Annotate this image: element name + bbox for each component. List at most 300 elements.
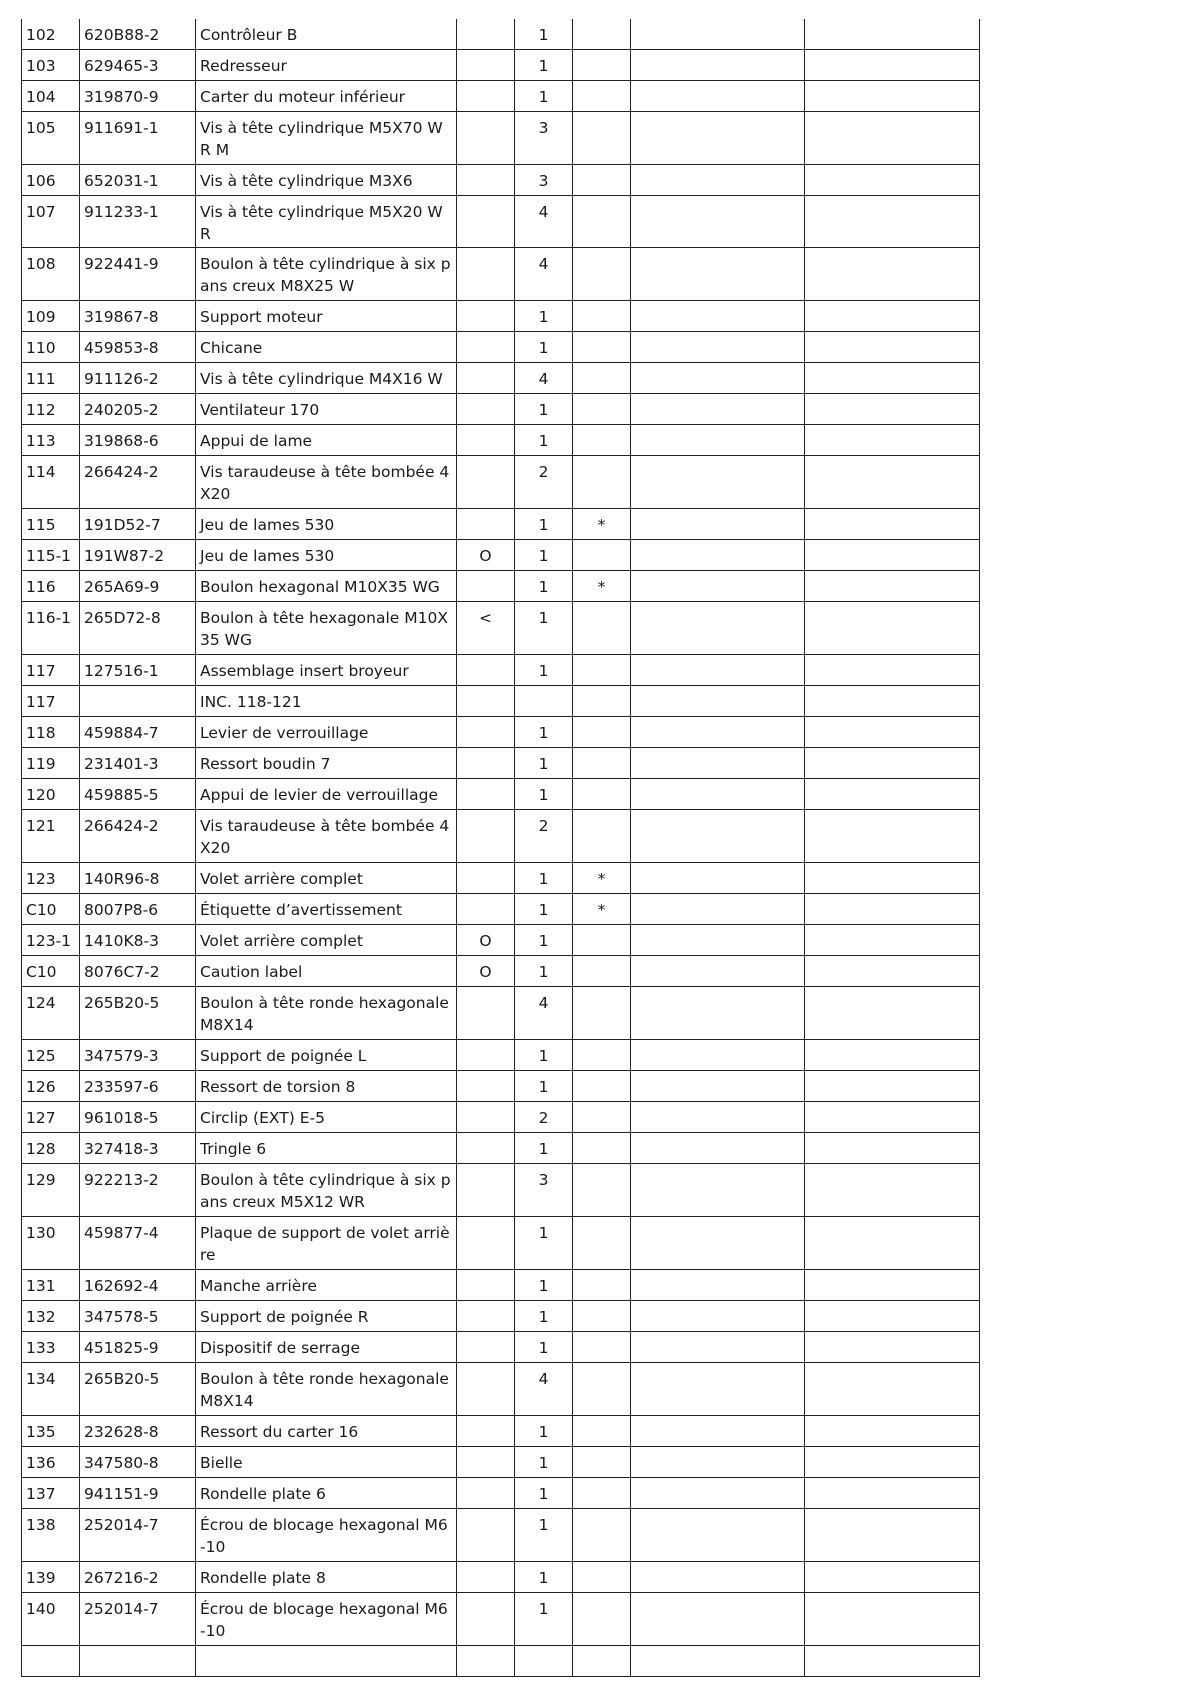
mark-cell bbox=[573, 686, 631, 717]
remark-cell bbox=[805, 717, 980, 748]
table-row bbox=[22, 165, 980, 196]
note-cell bbox=[631, 1593, 805, 1646]
quantity-cell: 1 bbox=[515, 894, 573, 925]
parts-table-body bbox=[22, 19, 980, 1677]
part-number-cell: 319867-8 bbox=[80, 301, 196, 332]
mark-cell bbox=[573, 81, 631, 112]
parts-list-sheet bbox=[21, 19, 980, 1677]
mark-cell bbox=[573, 196, 631, 248]
mark-cell bbox=[573, 1133, 631, 1164]
remark-cell bbox=[805, 1071, 980, 1102]
remark-cell bbox=[805, 81, 980, 112]
note-cell bbox=[631, 1301, 805, 1332]
option-cell bbox=[457, 1133, 515, 1164]
remark-cell bbox=[805, 1478, 980, 1509]
option-cell bbox=[457, 81, 515, 112]
mark-cell bbox=[573, 165, 631, 196]
option-cell bbox=[457, 1164, 515, 1217]
table-row bbox=[22, 1040, 980, 1071]
option-cell: O bbox=[457, 540, 515, 571]
description-cell: Rondelle plate 6 bbox=[196, 1478, 457, 1509]
item-number-cell: 132 bbox=[22, 1301, 80, 1332]
option-cell bbox=[457, 810, 515, 863]
item-number-cell: 114 bbox=[22, 456, 80, 509]
item-number-cell: 112 bbox=[22, 394, 80, 425]
note-cell bbox=[631, 1478, 805, 1509]
part-number-cell: 911126-2 bbox=[80, 363, 196, 394]
table-row bbox=[22, 1509, 980, 1562]
quantity-cell: 1 bbox=[515, 332, 573, 363]
description-cell: Vis taraudeuse à tête bombée 4X20 bbox=[196, 810, 457, 863]
item-number-cell: 133 bbox=[22, 1332, 80, 1363]
table-row bbox=[22, 1133, 980, 1164]
note-cell bbox=[631, 50, 805, 81]
table-row bbox=[22, 956, 980, 987]
option-cell bbox=[457, 1478, 515, 1509]
mark-cell bbox=[573, 394, 631, 425]
table-row bbox=[22, 810, 980, 863]
remark-cell bbox=[805, 1164, 980, 1217]
option-cell bbox=[457, 894, 515, 925]
mark-cell bbox=[573, 456, 631, 509]
description-cell: Ventilateur 170 bbox=[196, 394, 457, 425]
remark-cell bbox=[805, 1646, 980, 1677]
mark-cell bbox=[573, 810, 631, 863]
table-row bbox=[22, 1301, 980, 1332]
note-cell bbox=[631, 19, 805, 50]
remark-cell bbox=[805, 863, 980, 894]
remark-cell bbox=[805, 540, 980, 571]
part-number-cell: 162692-4 bbox=[80, 1270, 196, 1301]
note-cell bbox=[631, 863, 805, 894]
remark-cell bbox=[805, 301, 980, 332]
part-number-cell: 231401-3 bbox=[80, 748, 196, 779]
mark-cell: * bbox=[573, 863, 631, 894]
quantity-cell: 1 bbox=[515, 602, 573, 655]
item-number-cell: 123 bbox=[22, 863, 80, 894]
quantity-cell: 1 bbox=[515, 1416, 573, 1447]
mark-cell bbox=[573, 1040, 631, 1071]
note-cell bbox=[631, 1363, 805, 1416]
option-cell: O bbox=[457, 925, 515, 956]
table-row bbox=[22, 779, 980, 810]
note-cell bbox=[631, 1071, 805, 1102]
option-cell bbox=[457, 196, 515, 248]
part-number-cell: 191D52-7 bbox=[80, 509, 196, 540]
option-cell bbox=[457, 456, 515, 509]
table-row bbox=[22, 363, 980, 394]
mark-cell bbox=[573, 540, 631, 571]
description-cell: Jeu de lames 530 bbox=[196, 540, 457, 571]
remark-cell bbox=[805, 248, 980, 301]
part-number-cell: 620B88-2 bbox=[80, 19, 196, 50]
option-cell bbox=[457, 1217, 515, 1270]
remark-cell bbox=[805, 956, 980, 987]
quantity-cell: 4 bbox=[515, 248, 573, 301]
description-cell: Vis taraudeuse à tête bombée 4X20 bbox=[196, 456, 457, 509]
note-cell bbox=[631, 1646, 805, 1677]
remark-cell bbox=[805, 456, 980, 509]
part-number-cell: 140R96-8 bbox=[80, 863, 196, 894]
description-cell: Jeu de lames 530 bbox=[196, 509, 457, 540]
item-number-cell: 139 bbox=[22, 1562, 80, 1593]
description-cell: Ressort du carter 16 bbox=[196, 1416, 457, 1447]
remark-cell bbox=[805, 112, 980, 165]
remark-cell bbox=[805, 196, 980, 248]
option-cell bbox=[457, 1447, 515, 1478]
quantity-cell: 1 bbox=[515, 394, 573, 425]
quantity-cell: 2 bbox=[515, 456, 573, 509]
item-number-cell: 107 bbox=[22, 196, 80, 248]
note-cell bbox=[631, 571, 805, 602]
table-row bbox=[22, 1270, 980, 1301]
part-number-cell: 265B20-5 bbox=[80, 987, 196, 1040]
quantity-cell: 1 bbox=[515, 81, 573, 112]
item-number-cell: 140 bbox=[22, 1593, 80, 1646]
note-cell bbox=[631, 717, 805, 748]
table-row bbox=[22, 456, 980, 509]
mark-cell bbox=[573, 1478, 631, 1509]
quantity-cell: 1 bbox=[515, 1133, 573, 1164]
item-number-cell: 116-1 bbox=[22, 602, 80, 655]
item-number-cell: 125 bbox=[22, 1040, 80, 1071]
remark-cell bbox=[805, 779, 980, 810]
quantity-cell: 1 bbox=[515, 1040, 573, 1071]
item-number-cell: 135 bbox=[22, 1416, 80, 1447]
table-row bbox=[22, 1562, 980, 1593]
item-number-cell: 105 bbox=[22, 112, 80, 165]
note-cell bbox=[631, 956, 805, 987]
option-cell bbox=[457, 1270, 515, 1301]
table-row bbox=[22, 1217, 980, 1270]
quantity-cell: 1 bbox=[515, 19, 573, 50]
part-number-cell: 319870-9 bbox=[80, 81, 196, 112]
mark-cell bbox=[573, 1270, 631, 1301]
table-row bbox=[22, 717, 980, 748]
remark-cell bbox=[805, 1509, 980, 1562]
table-row bbox=[22, 1447, 980, 1478]
note-cell bbox=[631, 1102, 805, 1133]
quantity-cell: 4 bbox=[515, 363, 573, 394]
remark-cell bbox=[805, 165, 980, 196]
description-cell: Assemblage insert broyeur bbox=[196, 655, 457, 686]
remark-cell bbox=[805, 425, 980, 456]
part-number-cell: 232628-8 bbox=[80, 1416, 196, 1447]
note-cell bbox=[631, 425, 805, 456]
quantity-cell: 1 bbox=[515, 1562, 573, 1593]
mark-cell bbox=[573, 1071, 631, 1102]
mark-cell bbox=[573, 1562, 631, 1593]
remark-cell bbox=[805, 1416, 980, 1447]
note-cell bbox=[631, 1040, 805, 1071]
remark-cell bbox=[805, 1270, 980, 1301]
part-number-cell: 347579-3 bbox=[80, 1040, 196, 1071]
description-cell: Chicane bbox=[196, 332, 457, 363]
remark-cell bbox=[805, 655, 980, 686]
quantity-cell: 3 bbox=[515, 1164, 573, 1217]
item-number-cell bbox=[22, 1646, 80, 1677]
part-number-cell: 459853-8 bbox=[80, 332, 196, 363]
option-cell bbox=[457, 1416, 515, 1447]
part-number-cell: 240205-2 bbox=[80, 394, 196, 425]
item-number-cell: 134 bbox=[22, 1363, 80, 1416]
description-cell: Volet arrière complet bbox=[196, 863, 457, 894]
description-cell: Caution label bbox=[196, 956, 457, 987]
description-cell: Ressort boudin 7 bbox=[196, 748, 457, 779]
item-number-cell: 115 bbox=[22, 509, 80, 540]
description-cell: Boulon hexagonal M10X35 WG bbox=[196, 571, 457, 602]
option-cell bbox=[457, 1040, 515, 1071]
part-number-cell: 911233-1 bbox=[80, 196, 196, 248]
mark-cell bbox=[573, 1416, 631, 1447]
note-cell bbox=[631, 1217, 805, 1270]
remark-cell bbox=[805, 1040, 980, 1071]
quantity-cell: 2 bbox=[515, 810, 573, 863]
remark-cell bbox=[805, 332, 980, 363]
table-row bbox=[22, 19, 980, 50]
description-cell: Appui de lame bbox=[196, 425, 457, 456]
quantity-cell bbox=[515, 686, 573, 717]
option-cell bbox=[457, 1071, 515, 1102]
part-number-cell: 941151-9 bbox=[80, 1478, 196, 1509]
mark-cell: * bbox=[573, 894, 631, 925]
item-number-cell: 103 bbox=[22, 50, 80, 81]
part-number-cell: 327418-3 bbox=[80, 1133, 196, 1164]
description-cell: Boulon à tête cylindrique à six pans creux M5X12 WR bbox=[196, 1164, 457, 1217]
remark-cell bbox=[805, 509, 980, 540]
mark-cell bbox=[573, 363, 631, 394]
option-cell: O bbox=[457, 956, 515, 987]
table-row bbox=[22, 394, 980, 425]
part-number-cell: 652031-1 bbox=[80, 165, 196, 196]
table-row bbox=[22, 987, 980, 1040]
part-number-cell: 8076C7-2 bbox=[80, 956, 196, 987]
table-row bbox=[22, 1593, 980, 1646]
description-cell: Boulon à tête cylindrique à six pans creux M8X25 W bbox=[196, 248, 457, 301]
note-cell bbox=[631, 363, 805, 394]
remark-cell bbox=[805, 571, 980, 602]
remark-cell bbox=[805, 1217, 980, 1270]
mark-cell bbox=[573, 19, 631, 50]
option-cell bbox=[457, 1301, 515, 1332]
part-number-cell bbox=[80, 1646, 196, 1677]
table-row bbox=[22, 686, 980, 717]
quantity-cell: 1 bbox=[515, 1071, 573, 1102]
option-cell bbox=[457, 863, 515, 894]
mark-cell: * bbox=[573, 509, 631, 540]
quantity-cell: 4 bbox=[515, 196, 573, 248]
remark-cell bbox=[805, 1562, 980, 1593]
item-number-cell: 104 bbox=[22, 81, 80, 112]
mark-cell bbox=[573, 779, 631, 810]
item-number-cell: 130 bbox=[22, 1217, 80, 1270]
description-cell: Volet arrière complet bbox=[196, 925, 457, 956]
item-number-cell: 109 bbox=[22, 301, 80, 332]
description-cell: Support de poignée R bbox=[196, 1301, 457, 1332]
item-number-cell: 116 bbox=[22, 571, 80, 602]
remark-cell bbox=[805, 894, 980, 925]
item-number-cell: 117 bbox=[22, 686, 80, 717]
table-row bbox=[22, 509, 980, 540]
quantity-cell: 1 bbox=[515, 655, 573, 686]
mark-cell bbox=[573, 1509, 631, 1562]
table-row bbox=[22, 1332, 980, 1363]
note-cell bbox=[631, 686, 805, 717]
table-row bbox=[22, 655, 980, 686]
part-number-cell: 265D72-8 bbox=[80, 602, 196, 655]
option-cell bbox=[457, 1509, 515, 1562]
option-cell bbox=[457, 301, 515, 332]
remark-cell bbox=[805, 50, 980, 81]
note-cell bbox=[631, 1164, 805, 1217]
option-cell bbox=[457, 1332, 515, 1363]
option-cell bbox=[457, 363, 515, 394]
table-row bbox=[22, 748, 980, 779]
note-cell bbox=[631, 248, 805, 301]
remark-cell bbox=[805, 1332, 980, 1363]
note-cell bbox=[631, 332, 805, 363]
description-cell: Vis à tête cylindrique M4X16 W bbox=[196, 363, 457, 394]
part-number-cell: 459884-7 bbox=[80, 717, 196, 748]
mark-cell bbox=[573, 1164, 631, 1217]
quantity-cell: 4 bbox=[515, 1363, 573, 1416]
quantity-cell: 1 bbox=[515, 540, 573, 571]
item-number-cell: 117 bbox=[22, 655, 80, 686]
mark-cell bbox=[573, 655, 631, 686]
description-cell: Tringle 6 bbox=[196, 1133, 457, 1164]
option-cell bbox=[457, 748, 515, 779]
description-cell: Manche arrière bbox=[196, 1270, 457, 1301]
quantity-cell: 1 bbox=[515, 717, 573, 748]
description-cell: Carter du moteur inférieur bbox=[196, 81, 457, 112]
quantity-cell: 1 bbox=[515, 509, 573, 540]
note-cell bbox=[631, 81, 805, 112]
item-number-cell: 119 bbox=[22, 748, 80, 779]
remark-cell bbox=[805, 1301, 980, 1332]
item-number-cell: 106 bbox=[22, 165, 80, 196]
table-row bbox=[22, 196, 980, 248]
quantity-cell: 1 bbox=[515, 1478, 573, 1509]
item-number-cell: 131 bbox=[22, 1270, 80, 1301]
note-cell bbox=[631, 1270, 805, 1301]
part-number-cell: 451825-9 bbox=[80, 1332, 196, 1363]
mark-cell bbox=[573, 748, 631, 779]
description-cell: Vis à tête cylindrique M3X6 bbox=[196, 165, 457, 196]
option-cell bbox=[457, 248, 515, 301]
note-cell bbox=[631, 1133, 805, 1164]
mark-cell bbox=[573, 987, 631, 1040]
part-number-cell: 347580-8 bbox=[80, 1447, 196, 1478]
table-row bbox=[22, 1416, 980, 1447]
description-cell: Appui de levier de verrouillage bbox=[196, 779, 457, 810]
description-cell: Plaque de support de volet arrière bbox=[196, 1217, 457, 1270]
item-number-cell: 118 bbox=[22, 717, 80, 748]
quantity-cell: 1 bbox=[515, 956, 573, 987]
note-cell bbox=[631, 602, 805, 655]
mark-cell bbox=[573, 717, 631, 748]
part-number-cell: 233597-6 bbox=[80, 1071, 196, 1102]
part-number-cell: 922213-2 bbox=[80, 1164, 196, 1217]
mark-cell bbox=[573, 602, 631, 655]
table-row bbox=[22, 425, 980, 456]
item-number-cell: 120 bbox=[22, 779, 80, 810]
note-cell bbox=[631, 509, 805, 540]
mark-cell bbox=[573, 248, 631, 301]
description-cell: Boulon à tête ronde hexagonale M8X14 bbox=[196, 987, 457, 1040]
part-number-cell: 266424-2 bbox=[80, 456, 196, 509]
part-number-cell: 319868-6 bbox=[80, 425, 196, 456]
note-cell bbox=[631, 196, 805, 248]
item-number-cell: C10 bbox=[22, 894, 80, 925]
note-cell bbox=[631, 1509, 805, 1562]
quantity-cell: 1 bbox=[515, 1270, 573, 1301]
table-row bbox=[22, 81, 980, 112]
quantity-cell: 1 bbox=[515, 571, 573, 602]
quantity-cell: 1 bbox=[515, 50, 573, 81]
part-number-cell: 265B20-5 bbox=[80, 1363, 196, 1416]
mark-cell bbox=[573, 925, 631, 956]
part-number-cell: 191W87-2 bbox=[80, 540, 196, 571]
item-number-cell: 121 bbox=[22, 810, 80, 863]
note-cell bbox=[631, 112, 805, 165]
option-cell: < bbox=[457, 602, 515, 655]
mark-cell bbox=[573, 425, 631, 456]
quantity-cell: 1 bbox=[515, 1509, 573, 1562]
mark-cell: * bbox=[573, 571, 631, 602]
note-cell bbox=[631, 925, 805, 956]
quantity-cell: 1 bbox=[515, 1217, 573, 1270]
description-cell: Boulon à tête hexagonale M10X35 WG bbox=[196, 602, 457, 655]
option-cell bbox=[457, 1363, 515, 1416]
part-number-cell: 267216-2 bbox=[80, 1562, 196, 1593]
remark-cell bbox=[805, 1363, 980, 1416]
quantity-cell bbox=[515, 1646, 573, 1677]
note-cell bbox=[631, 1447, 805, 1478]
remark-cell bbox=[805, 602, 980, 655]
mark-cell bbox=[573, 112, 631, 165]
table-row bbox=[22, 1478, 980, 1509]
quantity-cell: 1 bbox=[515, 863, 573, 894]
note-cell bbox=[631, 779, 805, 810]
option-cell bbox=[457, 425, 515, 456]
item-number-cell: 110 bbox=[22, 332, 80, 363]
description-cell: Bielle bbox=[196, 1447, 457, 1478]
remark-cell bbox=[805, 394, 980, 425]
quantity-cell: 3 bbox=[515, 112, 573, 165]
table-row bbox=[22, 863, 980, 894]
note-cell bbox=[631, 810, 805, 863]
item-number-cell: 113 bbox=[22, 425, 80, 456]
item-number-cell: 137 bbox=[22, 1478, 80, 1509]
item-number-cell: 136 bbox=[22, 1447, 80, 1478]
description-cell: INC. 118-121 bbox=[196, 686, 457, 717]
remark-cell bbox=[805, 1133, 980, 1164]
note-cell bbox=[631, 165, 805, 196]
item-number-cell: 129 bbox=[22, 1164, 80, 1217]
quantity-cell: 1 bbox=[515, 748, 573, 779]
mark-cell bbox=[573, 1332, 631, 1363]
part-number-cell: 265A69-9 bbox=[80, 571, 196, 602]
part-number-cell: 961018-5 bbox=[80, 1102, 196, 1133]
mark-cell bbox=[573, 1301, 631, 1332]
note-cell bbox=[631, 1562, 805, 1593]
table-row bbox=[22, 248, 980, 301]
part-number-cell bbox=[80, 686, 196, 717]
part-number-cell: 922441-9 bbox=[80, 248, 196, 301]
note-cell bbox=[631, 540, 805, 571]
option-cell bbox=[457, 19, 515, 50]
mark-cell bbox=[573, 332, 631, 363]
